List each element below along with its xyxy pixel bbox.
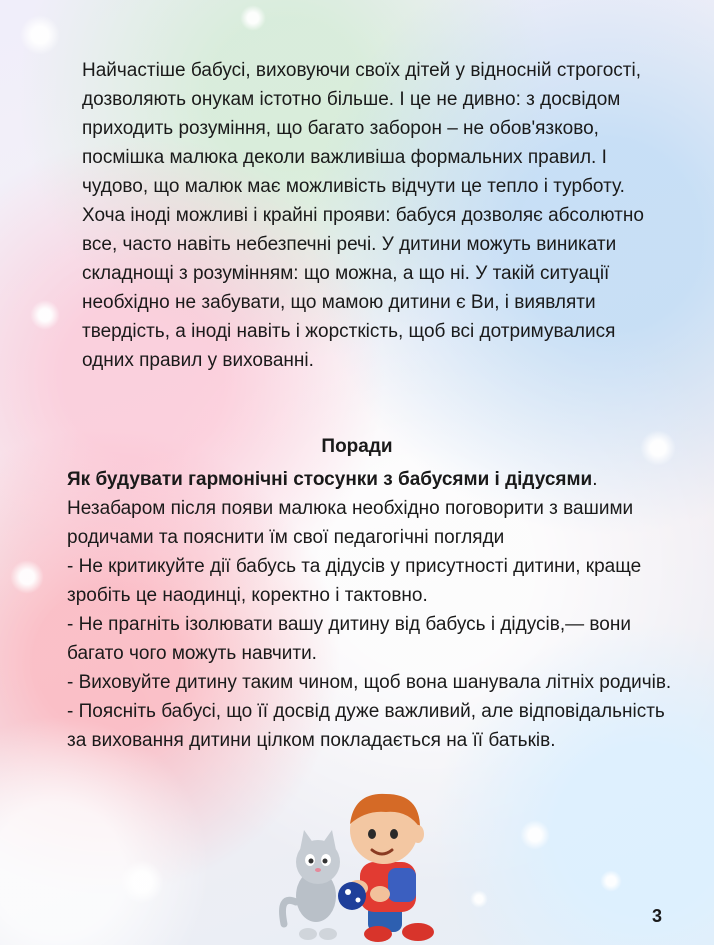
bokeh-decoration <box>600 870 622 892</box>
tip-item: - Не прагніть ізолювати вашу дитину від бабусь і дідусів,— вони багато чого можуть навчити. <box>67 614 631 664</box>
tips-section <box>67 465 677 755</box>
bokeh-decoration <box>30 300 60 330</box>
bokeh-decoration <box>10 560 44 594</box>
bokeh-decoration <box>240 5 266 31</box>
bokeh-decoration <box>470 890 488 908</box>
bokeh-decoration <box>20 15 60 55</box>
page-number: 3 <box>651 906 662 926</box>
tips-subheading: Як будувати гармонічні стосунки з бабусями і дідусями. <box>67 469 598 490</box>
bokeh-decoration <box>520 820 550 850</box>
tip-item: - Поясніть бабусі, що її досвід дуже важливий, але відповідальність за виховання дитини цілком покладається на її батьків. <box>67 701 665 751</box>
tip-item: - Виховуйте дитину таким чином, щоб вона шанувала літніх родичів. <box>67 672 672 693</box>
bokeh-decoration <box>120 860 164 904</box>
tips-intro: Незабаром після появи малюка необхідно поговорити з вашими родичами та пояснити їм свої педагогічні погляди <box>67 498 634 548</box>
tip-item: - Не критикуйте дії бабусь та дідусів у присутності дитини, краще зробіть це наодинці, коректно і тактовно. <box>67 556 642 606</box>
boy-with-cat-and-ball-icon <box>268 784 448 945</box>
intro-paragraph: Найчастіше бабусі, виховуючи своїх дітей у відносній строгості, дозволяють онукам істотно більше. І це не дивно: з досвідом приходить розуміння, що багато заборон – не обов'язково, посмішка малюка деколи важливіша формальних правил. І чудово, що малюк має можливість відчути це тепло і турботу. Хоча іноді можливі і крайні прояви: бабуся дозволяє абсолютно все, часто навіть небезпечні речі. У дитини можуть виникати складнощі з розумінням: що можна, а що ні. У такій ситуації необхідно не забувати, що мамою дитини є Ви, і виявляти твердість, а іноді навіть і жорсткість, щоб всі дотримувалися одних правил у вихованні. <box>82 60 644 371</box>
tips-heading: Поради <box>321 436 393 457</box>
